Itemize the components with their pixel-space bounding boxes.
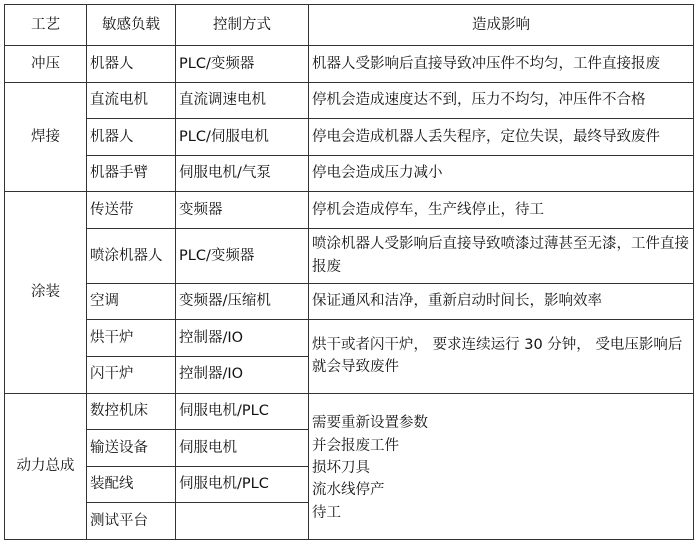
table-row <box>5 393 694 430</box>
control-cell: 控制器/IO <box>176 320 309 357</box>
impact-line: 需要重新设置参数 <box>312 415 428 432</box>
table-row <box>5 228 694 283</box>
control-cell: PLC/变频器 <box>176 228 309 283</box>
impact-line: 并会报废工件 <box>312 437 399 454</box>
impact-cell: 停机会造成停车，生产线停止，待工 <box>309 192 694 229</box>
table-row <box>5 82 694 119</box>
table-row <box>5 320 694 357</box>
control-cell: 伺服电机/PLC <box>176 466 309 503</box>
impact-cell: 保证通风和洁净，重新启动时间长，影响效率 <box>309 283 694 320</box>
impact-cell: 停机会造成速度达不到，压力不均匀，冲压件不合格 <box>309 82 694 119</box>
load-cell: 喷涂机器人 <box>87 228 176 283</box>
impact-cell-powertrain <box>309 393 694 540</box>
table-row <box>5 192 694 229</box>
control-cell: 直流调速电机 <box>176 82 309 119</box>
control-cell: PLC/伺服电机 <box>176 119 309 156</box>
impact-cell: 机器人受影响后直接导致冲压件不均匀，工件直接报废 <box>309 46 694 83</box>
load-cell: 输送设备 <box>87 430 176 467</box>
control-cell: 变频器/压缩机 <box>176 283 309 320</box>
table-row <box>5 46 694 83</box>
load-cell: 闪干炉 <box>87 356 176 393</box>
process-welding: 焊接 <box>5 82 87 192</box>
control-cell: 伺服电机/气泵 <box>176 155 309 192</box>
load-cell: 空调 <box>87 283 176 320</box>
impact-line: 流水线停产 <box>312 482 385 499</box>
load-cell: 直流电机 <box>87 82 176 119</box>
control-cell <box>176 503 309 540</box>
load-cell: 机器手臂 <box>87 155 176 192</box>
table-row <box>5 155 694 192</box>
control-cell: 变频器 <box>176 192 309 229</box>
control-cell: 伺服电机 <box>176 430 309 467</box>
impact-cell-ovens: 烘干或者闪干炉， 要求连续运行 30 分钟， 受电压影响后就会导致废件 <box>309 320 694 393</box>
load-cell: 机器人 <box>87 119 176 156</box>
load-cell: 测试平台 <box>87 503 176 540</box>
header-process: 工艺 <box>5 5 87 46</box>
header-impact: 造成影响 <box>309 5 694 46</box>
process-stamping: 冲压 <box>5 46 87 83</box>
header-row <box>5 5 694 46</box>
load-cell: 烘干炉 <box>87 320 176 357</box>
header-control: 控制方式 <box>176 5 309 46</box>
load-cell: 机器人 <box>87 46 176 83</box>
impact-table <box>4 4 694 540</box>
impact-line: 损坏刀具 <box>312 460 370 477</box>
load-cell: 传送带 <box>87 192 176 229</box>
control-cell: 控制器/IO <box>176 356 309 393</box>
load-cell: 装配线 <box>87 466 176 503</box>
impact-cell: 停电会造成机器人丢失程序，定位失误，最终导致废件 <box>309 119 694 156</box>
load-cell: 数控机床 <box>87 393 176 430</box>
impact-line: 待工 <box>312 504 341 521</box>
control-cell: 伺服电机/PLC <box>176 393 309 430</box>
table-row <box>5 283 694 320</box>
control-cell: PLC/变频器 <box>176 46 309 83</box>
header-load: 敏感负载 <box>87 5 176 46</box>
impact-cell: 喷涂机器人受影响后直接导致喷漆过薄甚至无漆，工件直接报废 <box>309 228 694 283</box>
process-painting: 涂装 <box>5 192 87 393</box>
impact-cell: 停电会造成压力减小 <box>309 155 694 192</box>
table-row <box>5 119 694 156</box>
process-powertrain: 动力总成 <box>5 393 87 540</box>
